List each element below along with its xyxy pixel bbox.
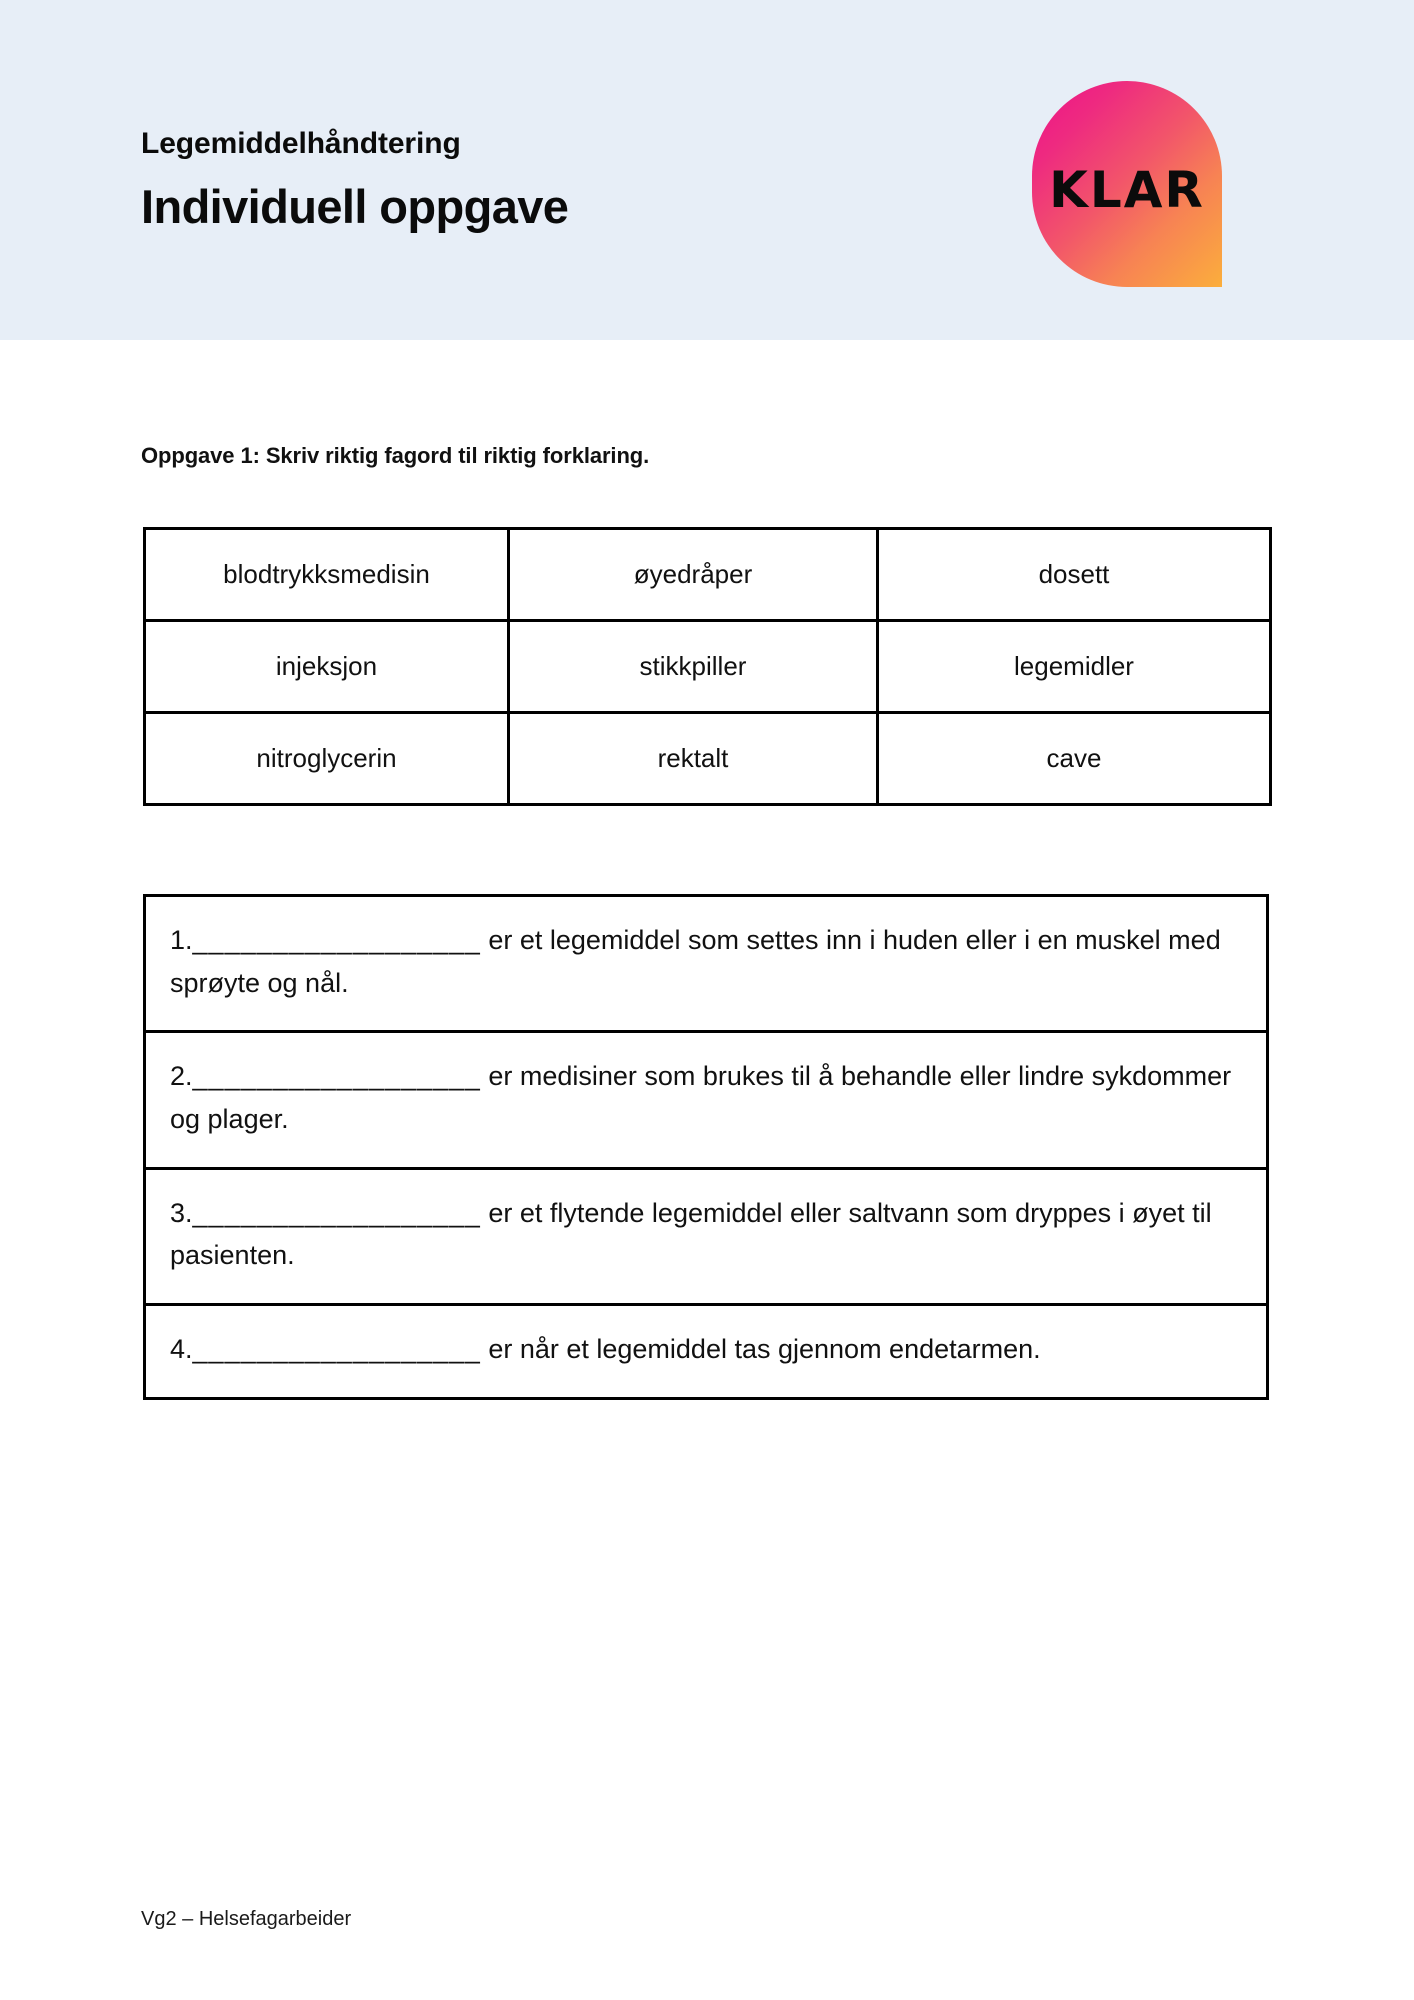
task-heading: Oppgave 1: Skriv riktig fagord til riktig forklaring. <box>141 443 650 468</box>
list-item <box>146 1306 1266 1397</box>
statements-list <box>143 894 1269 1400</box>
page-title: Individuell oppgave <box>141 180 569 233</box>
header-text-group <box>141 126 568 234</box>
statement-blank[interactable]: __________________ <box>192 1197 481 1228</box>
word-cell: dosett <box>878 529 1271 621</box>
table-row <box>145 621 1271 713</box>
footer-label: Vg2 – Helsefagarbeider <box>141 1908 352 1930</box>
table-row <box>145 529 1271 621</box>
word-bank-table <box>143 527 1272 806</box>
statement-blank[interactable]: __________________ <box>192 1333 481 1364</box>
statement-number: 3. <box>170 1197 193 1228</box>
statement-blank[interactable]: __________________ <box>192 925 481 955</box>
table-row <box>145 713 1271 805</box>
list-item <box>146 897 1266 1033</box>
word-cell: injeksjon <box>145 621 509 713</box>
word-cell: øyedråper <box>509 529 878 621</box>
word-cell: blodtrykksmedisin <box>145 529 509 621</box>
statement-text: er når et legemiddel tas gjennom endetarmen. <box>480 1333 1041 1364</box>
statement-text: er et flytende legemiddel eller saltvann som dryppes i øyet til pasienten. <box>170 1197 1212 1271</box>
statement-number: 1. <box>170 925 193 955</box>
word-cell: nitroglycerin <box>145 713 509 805</box>
word-cell: stikkpiller <box>509 621 878 713</box>
statement-number: 4. <box>170 1333 193 1364</box>
word-cell: cave <box>878 713 1271 805</box>
list-item <box>146 1170 1266 1306</box>
header-eyebrow: Legemiddelhåndtering <box>141 127 461 160</box>
klar-logo-text: KLAR <box>1049 161 1205 219</box>
statement-text: er et legemiddel som settes inn i huden eller i en muskel med sprøyte og nål. <box>170 925 1221 998</box>
statement-text: er medisiner som brukes til å behandle eller lindre sykdommer og plager. <box>170 1061 1232 1134</box>
word-cell: legemidler <box>878 621 1271 713</box>
list-item <box>146 1033 1266 1169</box>
header-band <box>0 0 1414 340</box>
statement-blank[interactable]: __________________ <box>192 1061 481 1092</box>
klar-logo <box>1032 81 1222 287</box>
statement-number: 2. <box>170 1061 193 1092</box>
word-cell: rektalt <box>509 713 878 805</box>
